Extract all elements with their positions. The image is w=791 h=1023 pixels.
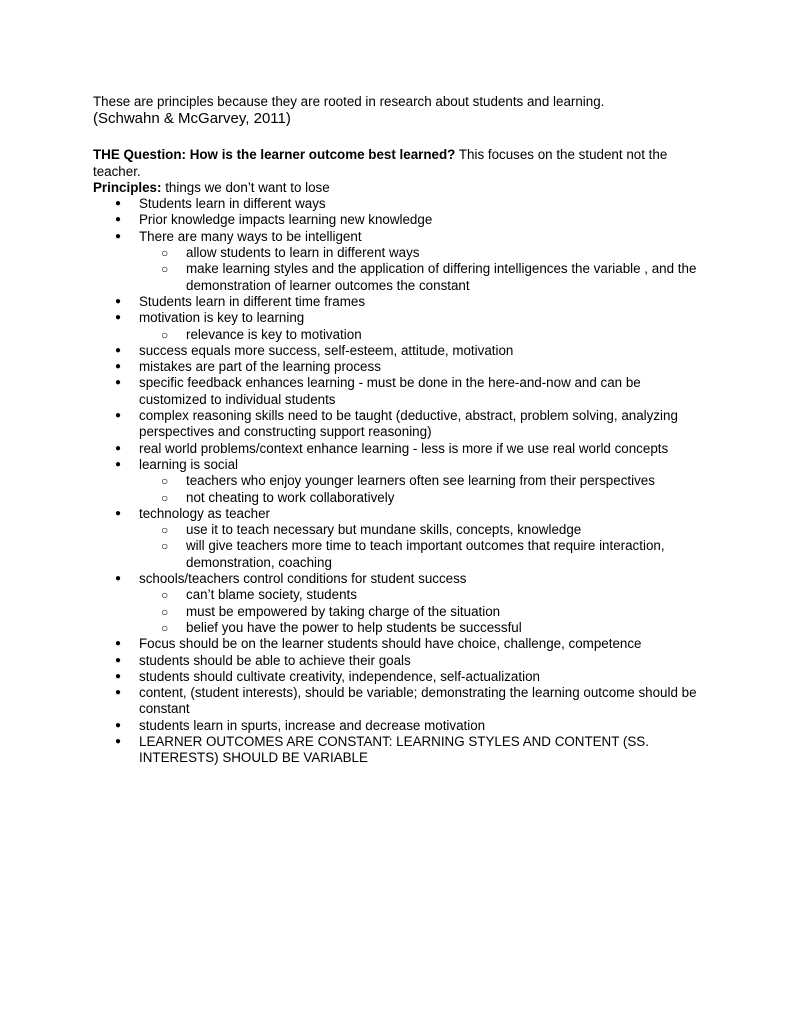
list-item xyxy=(93,343,703,359)
list-item-text: content, (student interests), should be variable; demonstrating the learning outcome should be constant xyxy=(139,685,697,717)
sub-list-item-text: can’t blame society, students xyxy=(186,587,357,603)
principles-heading: Principles: xyxy=(93,179,162,195)
bullet-icon: ● xyxy=(115,295,122,307)
list-item-text: students should cultivate creativity, independence, self-actualization xyxy=(139,668,540,684)
list-item xyxy=(93,212,703,228)
sub-list-item xyxy=(139,261,703,294)
bullet-icon: ● xyxy=(115,719,122,731)
list-item xyxy=(93,734,703,767)
sub-list-item-text: teachers who enjoy younger learners often see learning from their perspectives xyxy=(186,473,655,489)
principles-text: things we don’t want to lose xyxy=(161,179,330,195)
intro-text: These are principles because they are rooted in research about students and learning. xyxy=(93,94,605,109)
sub-list xyxy=(139,522,703,571)
list-item-text: LEARNER OUTCOMES ARE CONSTANT: LEARNING STYLES AND CONTENT (SS. INTERESTS) SHOULD BE VARIABLE xyxy=(139,733,649,766)
bullet-icon: ● xyxy=(115,214,122,226)
list-item-text: students learn in spurts, increase and decrease motivation xyxy=(139,717,486,733)
bullet-icon: ● xyxy=(115,377,122,389)
sub-list xyxy=(139,587,703,636)
list-item-text: schools/teachers control conditions for student success xyxy=(139,571,467,587)
citation: (Schwahn & McGarvey, 2011) xyxy=(93,110,291,128)
bullet-icon: ● xyxy=(115,573,122,585)
question-heading: THE Question: How is the learner outcome best learned? xyxy=(93,147,456,163)
list-item xyxy=(93,294,703,310)
hollow-bullet-icon: ○ xyxy=(161,523,169,538)
list-item-text: students should be able to achieve their goals xyxy=(139,652,411,668)
list-item xyxy=(93,408,703,441)
list-item xyxy=(93,636,703,652)
list-item-text: real world problems/context enhance learning - less is more if we use real world concepts xyxy=(139,440,669,456)
list-item xyxy=(93,653,703,669)
sub-list-item xyxy=(139,620,703,636)
list-item-text: mistakes are part of the learning process xyxy=(139,359,381,375)
list-item xyxy=(93,359,703,375)
bullet-icon: ● xyxy=(115,312,122,324)
hollow-bullet-icon: ○ xyxy=(161,539,169,554)
list-item xyxy=(93,457,703,506)
bullet-icon: ● xyxy=(115,442,122,454)
sub-list-item-text: not cheating to work collaboratively xyxy=(186,489,395,505)
sub-list-item xyxy=(139,327,703,343)
list-item-text: Prior knowledge impacts learning new knowledge xyxy=(139,212,433,228)
hollow-bullet-icon: ○ xyxy=(161,490,169,505)
list-item xyxy=(93,685,703,718)
bullet-icon: ● xyxy=(115,654,122,666)
hollow-bullet-icon: ○ xyxy=(161,588,169,603)
hollow-bullet-icon: ○ xyxy=(161,620,169,635)
list-item xyxy=(93,718,703,734)
bullet-icon: ● xyxy=(115,670,122,682)
hollow-bullet-icon: ○ xyxy=(161,604,169,619)
bullet-icon: ● xyxy=(115,230,122,242)
question-paragraph xyxy=(93,147,703,180)
list-item xyxy=(93,506,703,571)
principles-paragraph xyxy=(93,180,703,196)
sub-list-item-text: use it to teach necessary but mundane skills, concepts, knowledge xyxy=(186,522,582,538)
list-item xyxy=(93,571,703,636)
list-item-text: motivation is key to learning xyxy=(139,310,305,326)
list-item-text: learning is social xyxy=(139,456,238,472)
list-item xyxy=(93,375,703,408)
bullet-icon: ● xyxy=(115,344,122,356)
sub-list-item xyxy=(139,490,703,506)
hollow-bullet-icon: ○ xyxy=(161,474,169,489)
sub-list-item-text: must be empowered by taking charge of the situation xyxy=(186,603,501,619)
question-text: This focuses on the student not the teacher. xyxy=(93,147,668,179)
sub-list-item xyxy=(139,538,703,571)
list-item-text: specific feedback enhances learning - must be done in the here-and-now and can be customized to individual students xyxy=(139,375,641,407)
sub-list xyxy=(139,327,703,343)
sub-list-item-text: make learning styles and the application of differing intelligences the variable , and the demonstration of learner outcomes the constant xyxy=(186,261,697,293)
list-item-text: Students learn in different time frames xyxy=(139,293,366,309)
sub-list-item xyxy=(139,245,703,261)
document-page xyxy=(93,94,703,767)
list-item xyxy=(93,310,703,343)
list-item-text: success equals more success, self-esteem, attitude, motivation xyxy=(139,342,514,358)
list-item xyxy=(93,441,703,457)
list-item-text: Focus should be on the learner students should have choice, challenge, competence xyxy=(139,636,642,652)
sub-list-item-text: relevance is key to motivation xyxy=(186,326,362,342)
list-item xyxy=(93,669,703,685)
bullet-icon: ● xyxy=(115,458,122,470)
hollow-bullet-icon: ○ xyxy=(161,246,169,261)
hollow-bullet-icon: ○ xyxy=(161,262,169,277)
bullet-icon: ● xyxy=(115,735,122,747)
sub-list xyxy=(139,245,703,294)
sub-list-item-text: belief you have the power to help students be successful xyxy=(186,619,522,635)
sub-list-item xyxy=(139,587,703,603)
list-item-text: complex reasoning skills need to be taught (deductive, abstract, problem solving, analyzing perspectives and constructing support reasoning) xyxy=(139,408,678,440)
principles-list xyxy=(93,196,703,766)
sub-list-item-text: allow students to learn in different ways xyxy=(186,245,420,261)
sub-list-item-text: will give teachers more time to teach important outcomes that require interaction, demonstration, coaching xyxy=(186,538,665,570)
sub-list xyxy=(139,473,703,506)
list-item-text: There are many ways to be intelligent xyxy=(139,228,362,244)
list-item xyxy=(93,229,703,294)
sub-list-item xyxy=(139,522,703,538)
list-item xyxy=(93,196,703,212)
bullet-icon: ● xyxy=(115,638,122,650)
blank-line xyxy=(93,128,703,147)
hollow-bullet-icon: ○ xyxy=(161,327,169,342)
list-item-text: Students learn in different ways xyxy=(139,196,326,212)
bullet-icon: ● xyxy=(115,687,122,699)
bullet-icon: ● xyxy=(115,198,122,210)
bullet-icon: ● xyxy=(115,361,122,373)
sub-list-item xyxy=(139,604,703,620)
list-item-text: technology as teacher xyxy=(139,505,271,521)
bullet-icon: ● xyxy=(115,410,122,422)
bullet-icon: ● xyxy=(115,507,122,519)
sub-list-item xyxy=(139,473,703,489)
